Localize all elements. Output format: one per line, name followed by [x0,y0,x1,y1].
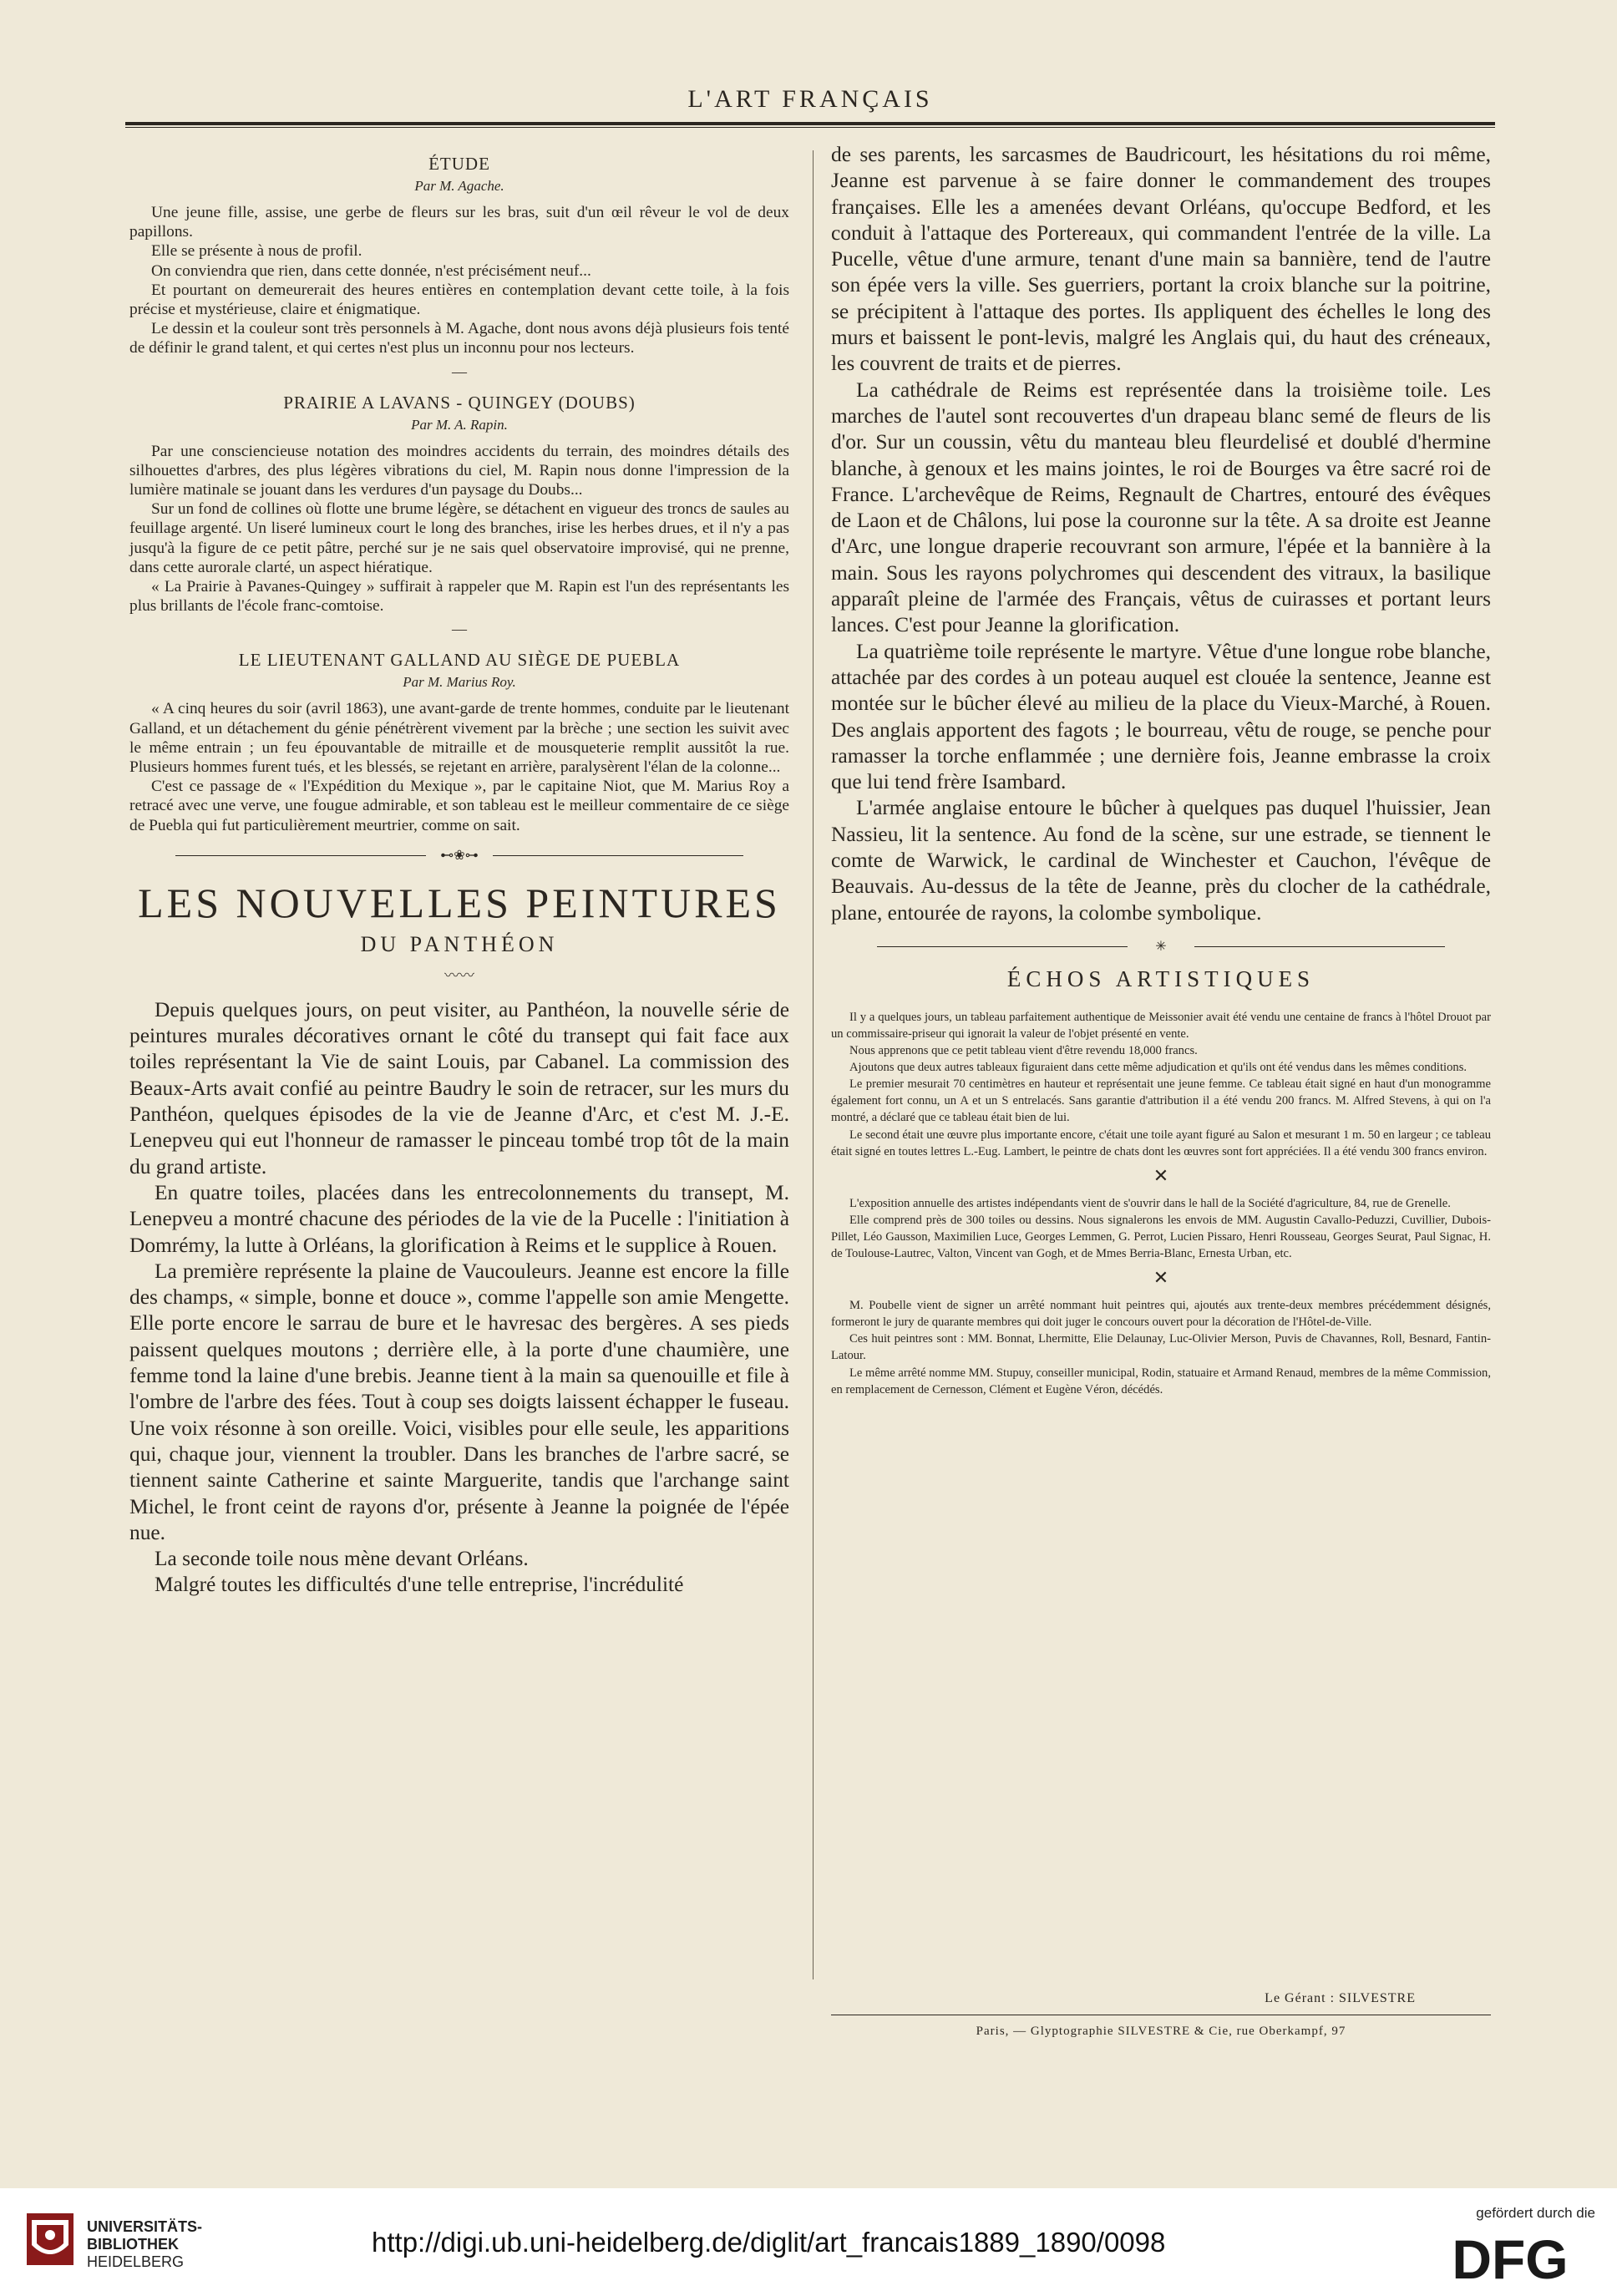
etude-title: ÉTUDE [428,154,490,174]
etude-author: Par M. Agache. [414,178,504,194]
echos-block-independants [831,1195,1491,1262]
university-seal-icon [25,2212,75,2267]
echos-paragraph: Ces huit peintres sont : MM. Bonnat, Lhermitte, Elie Delaunay, Luc-Olivier Merson, Puvis de Chavannes, Roll, Besnard, Fantin-Latour. [831,1332,1491,1363]
article-paragraph: Malgré toutes les difficultés d'une telle entreprise, l'incrédulité [155,1573,684,1597]
echos-paragraph: L'exposition annuelle des artistes indépendants vient de s'ouvrir dans le hall de la Société d'agriculture, 84, rue de Grenelle. [849,1196,1451,1210]
dfg-logo-text: DFG [1452,2230,1569,2285]
galland-paragraph: « A cinq heures du soir (avril 1863), une avant-garde de trente hommes, conduite par le lieutenant Galland, et un détachement du génie pénétrèrent vivement par la brèche ; une section les suivit avec le même entrain ; un feu épouvantable de mitraille et de mousqueterie remplit aussitôt la rue. Plusieurs hommes furent tués, et les blessés, se rejetant en arrière, paralysèrent l'élan de la colonne... [129,700,789,777]
echos-paragraph: Il y a quelques jours, un tableau parfaitement authentique de Meissonier avait été vendu une centaine de francs à l'hôtel Drouot par un commissaire-priseur qui ignorait la valeur de l'objet présenté en vente. [831,1010,1491,1041]
etude-paragraph: Une jeune fille, assise, une gerbe de fleurs sur les bras, suit d'un œil rêveur le vol de deux papillons. [129,204,789,241]
article-paragraph: L'armée anglaise entoure le bûcher à quelques pas duquel l'huissier, Jean Nassieu, lit la sentence. Au fond de la scène, sur une estrade, se tiennent le comte de Warwick, le cardinal de Winchester et Cauchon, l'évêque de Beauvais. Au-dessus de la tête de Jeanne, près du clocher de la cathédrale, plane, entourée de rayons, la colombe symbolique. [831,796,1491,925]
left-column [129,142,789,1599]
ornamental-divider [175,847,743,865]
digitization-footer [0,2188,1617,2296]
prairie-body [129,442,789,616]
galland-paragraph: C'est ce passage de « l'Expédition du Mexique », par le capitaine Niot, que M. Marius Roy a retracé avec une verve, une fougue admirable, et son tableau est le meilleur commentaire de ce siège de Puebla qui fut particulièrement meurtrier, comme on sait. [129,778,789,834]
section-separator: — [452,362,467,380]
section-separator: — [452,621,467,638]
etude-paragraph: Elle se présente à nous de profil. [151,242,362,261]
galland-body [129,699,789,834]
masthead: L'ART FRANÇAIS [687,85,933,113]
uni-name-line: BIBLIOTHEK [87,2236,179,2253]
cross-separator: ✕ [1153,1267,1169,1289]
uni-name-line: HEIDELBERG [87,2253,185,2270]
etude-paragraph: Le dessin et la couleur sont très personnels à M. Agache, dont nous avons déjà plusieurs fois tenté de définir le grand talent, et qui certes n'est plus un inconnu pour nos lecteurs. [129,320,789,357]
ornamental-divider [877,938,1445,956]
prairie-paragraph: « La Prairie à Pavanes-Quingey » suffirait à rappeler que M. Rapin est l'un des représentants les plus brillants de l'école franc-comtoise. [129,578,789,616]
squiggle-ornament: 〰〰 [444,966,474,984]
echos-block-jury [831,1297,1491,1398]
right-column [831,142,1491,1398]
article-continuation [831,142,1491,926]
echos-paragraph: Ajoutons que deux autres tableaux figuraient dans cette même adjudication et qu'ils ont été vendus dans les mêmes conditions. [849,1061,1467,1075]
gerant-line: Le Gérant : SILVESTRE [1265,1991,1416,2005]
prairie-paragraph: Sur un fond de collines où flotte une brume légère, se détachent en vigueur des troncs de saules au feuillage argenté. Un liseré lumineux court le long des branches, irise les herbes drues, et il n'y a pas jusqu'à la figure de ce petit pâtre, perché sur je ne sais quel observatoire improvisé, qui ne prenne, dans cette aurorale clarté, un aspect hiératique. [129,500,789,576]
article-paragraph: La quatrième toile représente le martyre. Vêtue d'une longue robe blanche, attachée par des cordes à un poteau auquel est clouée la sentence, Jeanne est montée sur le bûcher élevé au milieu de la place du Vieux-Marché, à Rouen. Des anglais apportent des fagots ; le bourreau, vêtu de rouge, se penche pour ramasser la torche enflammée ; une dernière fois, Jeanne embrasse la croix que lui tend frère Isambard. [831,639,1491,794]
divider-line [1194,946,1445,947]
etude-paragraph: Et pourtant on demeurerait des heures entières en contemplation devant cette toile, à la fois précise et mystérieuse, claire et énigmatique. [129,281,789,319]
article-paragraph: Depuis quelques jours, on peut visiter, au Panthéon, la nouvelle série de peintures murales décoratives ornant le côté du transept qui fait face aux toiles représentant la Vie de saint Louis, par Cabanel. La commission des Beaux-Arts avait confié au peintre Baudry le soin de retracer, sur les murs du Panthéon, quelques épisodes de la vie de Jeanne d'Arc, et c'est M. J.-E. Lenepveu qui eut l'honneur de ramasser le pinceau tombé trop tôt de la main du grand artiste. [129,997,789,1178]
masthead-rule [125,122,1495,128]
etude-paragraph: On conviendra que rien, dans cette donnée, n'est précisément neuf... [151,261,591,280]
prairie-title: PRAIRIE A LAVANS - QUINGEY (DOUBS) [283,392,636,413]
echos-paragraph: M. Poubelle vient de signer un arrêté nommant huit peintres qui, ajoutés aux trente-deux membres précédemment désignés, formeront le jury de quarante membres qui doit juger le concours ouvert pour la décoration de l'Hôtel-de-Ville. [831,1299,1491,1330]
star-ornament: ✳ [1155,939,1167,954]
echos-block-meissonier [831,1009,1491,1160]
article-body [129,997,789,1599]
echos-paragraph: Nous apprenons que ce petit tableau vient d'être revendu 18,000 francs. [849,1044,1198,1058]
university-name [87,2218,202,2271]
galland-title: LE LIEUTENANT GALLAND AU SIÈGE DE PUEBLA [238,650,681,671]
prairie-paragraph: Par une consciencieuse notation des moindres accidents du terrain, des moindres détails des silhouettes d'arbres, des plus légères vibrations du ciel, M. Rapin nous donne l'impression de la lumière matinale se jouant dans les verdures d'un paysage du Doubs... [129,442,789,499]
divider-line [175,855,426,856]
dfg-logo-icon [1428,2230,1592,2285]
fleuron-ornament: ⊷❀⊶ [440,848,479,863]
echos-paragraph: Le premier mesurait 70 centimètres en hauteur et représentait une jeune femme. Ce tableau était signé en haut d'un monogramme également fort connu, un A et un S entrelacés. Sans garantie d'attribution il a été vendu 200 francs. M. Alfred Stevens, à qui on l'a montré, a déclaré que ce tableau était bien de lui. [831,1077,1491,1125]
echos-paragraph: Le second était une œuvre plus importante encore, c'était une toile ayant figuré au Salon et mesurant 1 m. 50 en largeur ; ce tableau était signé en toutes lettres L.-Eug. Lambert, le peintre de chats dont les œuvres sont fort appréciées. Il a été vendu 300 francs environ. [831,1128,1491,1158]
article-paragraph: de ses parents, les sarcasmes de Baudricourt, les hésitations du roi même, Jeanne est parvenue à se faire donner le commandement des troupes françaises. Elle les a amenées devant Orléans, qu'occupe Bedford, et les conduit à l'attaque des Portereaux, qui commandent l'entrée de la ville. La Pucelle, vêtue d'une armure, tenant d'une main sa bannière, tend de l'autre son épée vers la ville. Ses guerriers, portant la croix blanche sur la poitrine, se précipitent à l'attaque des portes. Ils appliquent des échelles le long des murs et baissent le pont-levis, malgré les Anglais qui, du haut des créneaux, les couvrent de traits et de pierres. [831,143,1491,376]
permalink-url[interactable]: http://digi.ub.uni-heidelberg.de/diglit/art_francais1889_1890/0098 [372,2227,1166,2258]
article-paragraph: La cathédrale de Reims est représentée dans la troisième toile. Les marches de l'autel sont recouvertes d'un drapeau blanc semé de fleurs de lis d'or. Sur un coussin, vêtu du manteau bleu fleurdelisé et doublé d'hermine blanche, à genoux et les mains jointes, le roi de Bourges va être sacré roi de France. L'archevêque de Reims, Regnault de Chartres, entouré des évêques de Laon et de Châlons, lui pose la couronne sur la tête. A sa droite est Jeanne d'Arc, une longue draperie recouvrant son armure, l'épée et la bannière à la main. Sous les rayons polychromes qui descendent des vitraux, la basilique apparaît pleine de l'armée des Français, vêtus de cuirasses et portant leurs lances. C'est pour Jeanne la glorification. [831,378,1491,637]
galland-author: Par M. Marius Roy. [403,674,516,691]
article-title: LES NOUVELLES PEINTURES [138,879,781,926]
cross-separator: ✕ [1153,1164,1169,1186]
article-paragraph: La seconde toile nous mène devant Orléans. [155,1547,529,1571]
article-paragraph: En quatre toiles, placées dans les entrecolonnements du transept, M. Lenepveu a montré chacune des périodes de la vie de la Pucelle : l'initiation à Domrémy, la lutte à Orléans, la glorification à Reims et le supplice à Rouen. [129,1180,789,1257]
echos-paragraph: Elle comprend près de 300 toiles ou dessins. Nous signalerons les envois de MM. Augustin Cavallo-Peduzzi, Cuvillier, Dubois-Pillet, Léo Gausson, Maximilien Luce, Georges Lemmen, G. Perrot, Lucien Pissaro, Henri Rousseau, Georges Seurat, Paul Signac, H. de Toulouse-Lautrec, Valton, Vincent van Gogh, et de Mmes Berria-Blanc, Ernesta Urban, etc. [831,1213,1491,1261]
echos-title: ÉCHOS ARTISTIQUES [1006,966,1315,991]
article-paragraph: La première représente la plaine de Vaucouleurs. Jeanne est encore la fille des champs, « simple, bonne et douce », comme l'appelle son amie Mengette. Elle porte encore le sarrau de bure et le havresac des bergères. A ses pieds paissent quelques moutons ; derrière elle, à la porte d'une chaumière, une femme tond la laine d'une brebis. Jeanne tient à la main sa quenouille et file à l'ombre de l'arbre des fées. Tout à coup ses doigts laissent échapper le fuseau. Une voix résonne à son oreille. Voici, visibles pour elle seule, les apparitions qui, chaque jour, viennent la troubler. Dans les branches de l'arbre sacré, se tiennent sainte Catherine et sainte Marguerite, tandis que l'archange saint Michel, le front ceint de rayons d'or, présente à Jeanne la poignée de l'épée nue. [129,1259,789,1544]
echos-paragraph: Le même arrêté nomme MM. Stupuy, conseiller municipal, Rodin, statuaire et Armand Renaud, membres de la même Commission, en remplacement de Cernesson, Clément et Eugène Véron, décédés. [831,1366,1491,1396]
divider-line [493,855,743,856]
etude-body [129,203,789,358]
printer-line: Paris, — Glyptographie SILVESTRE & Cie, rue Oberkampf, 97 [976,2025,1346,2038]
uni-name-line: UNIVERSITÄTS- [87,2218,203,2235]
divider-line [877,946,1128,947]
dfg-caption: gefördert durch die [1476,2205,1595,2221]
column-divider [813,150,814,1979]
article-subtitle: DU PANTHÉON [360,931,559,956]
prairie-author: Par M. A. Rapin. [411,416,508,433]
